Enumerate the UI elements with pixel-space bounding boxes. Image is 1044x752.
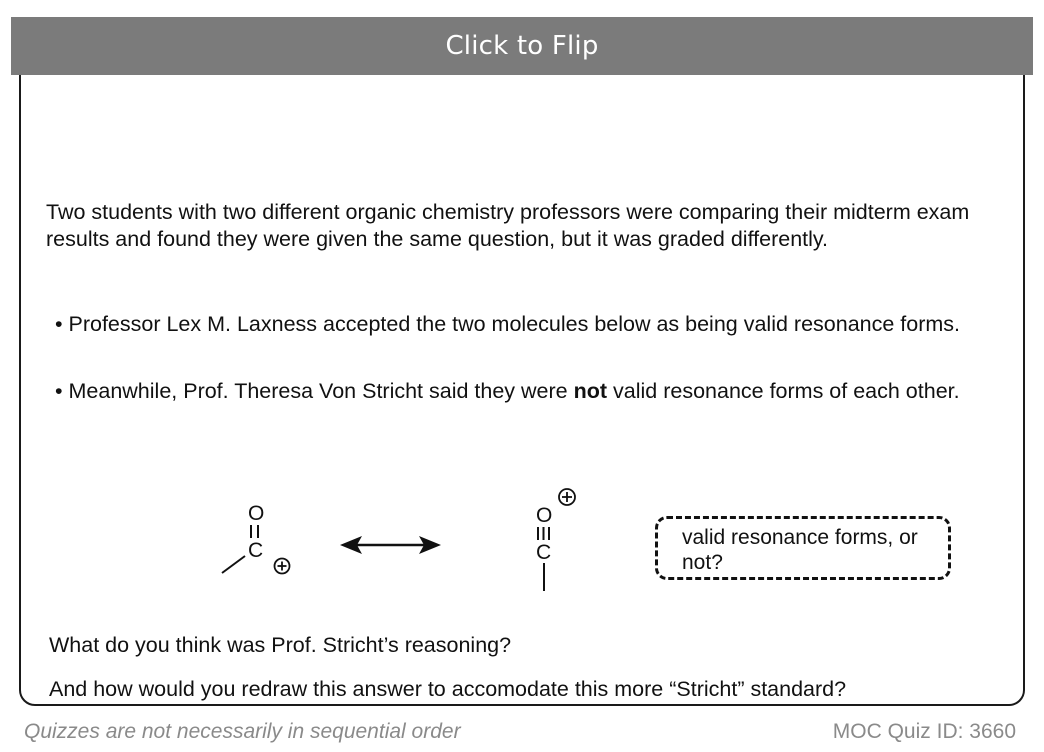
flip-label: Click to Flip <box>445 31 599 61</box>
bullet-stricht-prefix: • Meanwhile, Prof. Theresa Von Stricht said they were <box>55 379 574 403</box>
right-carbon-label: C <box>536 541 552 564</box>
bullet-stricht-emphasis: not <box>573 379 608 403</box>
flashcard[interactable] <box>19 22 1025 706</box>
bullet-stricht <box>55 378 1005 405</box>
right-oxygen-label: O <box>536 504 553 527</box>
prompt-redraw: And how would you redraw this answer to accomodate this more “Stricht” standard? <box>49 677 847 701</box>
bullet-laxness: • Professor Lex M. Laxness accepted the two molecules below as being valid resonance forms. <box>55 312 961 336</box>
left-oxygen-label: O <box>248 502 265 525</box>
valid-resonance-callout: valid resonance forms, or not? <box>655 516 951 580</box>
left-carbon-label: C <box>248 539 264 562</box>
question-intro: Two students with two different organic chemistry professors were comparing their midterm exam results and found they were given the same question, but it was graded differently. <box>46 200 970 251</box>
bullet-stricht-suffix: valid resonance forms of each other. <box>607 379 960 403</box>
prompt-reasoning: What do you think was Prof. Stricht’s reasoning? <box>49 633 512 657</box>
footer-quiz-id: MOC Quiz ID: 3660 <box>832 720 1016 743</box>
click-to-flip-button[interactable] <box>11 17 1033 75</box>
footer-sequence-note: Quizzes are not necessarily in sequential order <box>24 720 461 743</box>
